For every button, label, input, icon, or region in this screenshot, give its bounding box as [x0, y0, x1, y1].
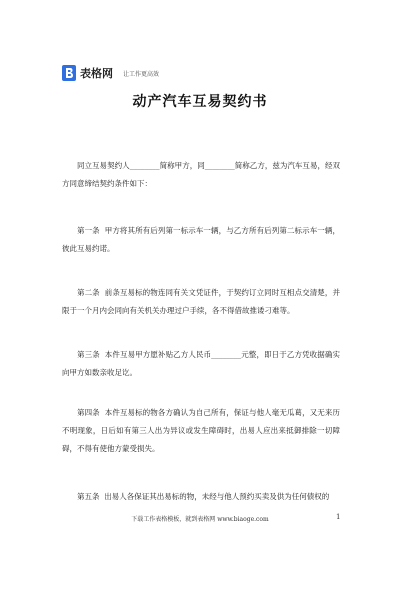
brand-slogan: 让工作更高效: [123, 70, 160, 78]
paragraph-article-5: 第五条 出易人各保证其出易标的物，未经与他人预约买卖及供为任何债权的: [77, 492, 330, 501]
paragraph-article-3: 第三条 本件互易甲方愿补贴乙方人民币________元整，即日于乙方凭收据确实向甲方如数亲收足讫。: [62, 350, 340, 377]
page-number: 1: [336, 513, 341, 521]
footer-text: 下载工作表格模板，就到表格网 www.biaoge.com: [131, 516, 269, 523]
document-title: 动产汽车互易契约书: [132, 94, 268, 110]
paragraph-article-1: 第一条 甲方将其所有后列第一标示车一辆，与乙方所有后列第二标示车一辆，彼此互易约诺。: [62, 226, 340, 253]
paragraph-intro: 同立互易契约人________简称甲方，同________简称乙方，兹为汽车互易，经双方同意缔结契约条件如下：: [62, 161, 340, 188]
biaoge-logo-icon: [62, 65, 76, 81]
paragraph-article-2: 第二条 前条互易标的物连同有关文凭证件，于契约订立同时互相点交清楚，并限于一个月内会同向有关机关办理过户手续，各不得借故推诿刁难等。: [62, 288, 340, 315]
brand-header: [62, 64, 159, 82]
paragraph-article-4: 第四条 本件互易标的物各方确认为自己所有，保证与他人毫无瓜葛，又无来历不明现象，日后如有第三人出为异议或发生障碍时，出易人应出来抵御排除一切障碍，不得有使他方蒙受损失。: [62, 408, 340, 453]
brand-name: 表格网: [80, 67, 113, 80]
